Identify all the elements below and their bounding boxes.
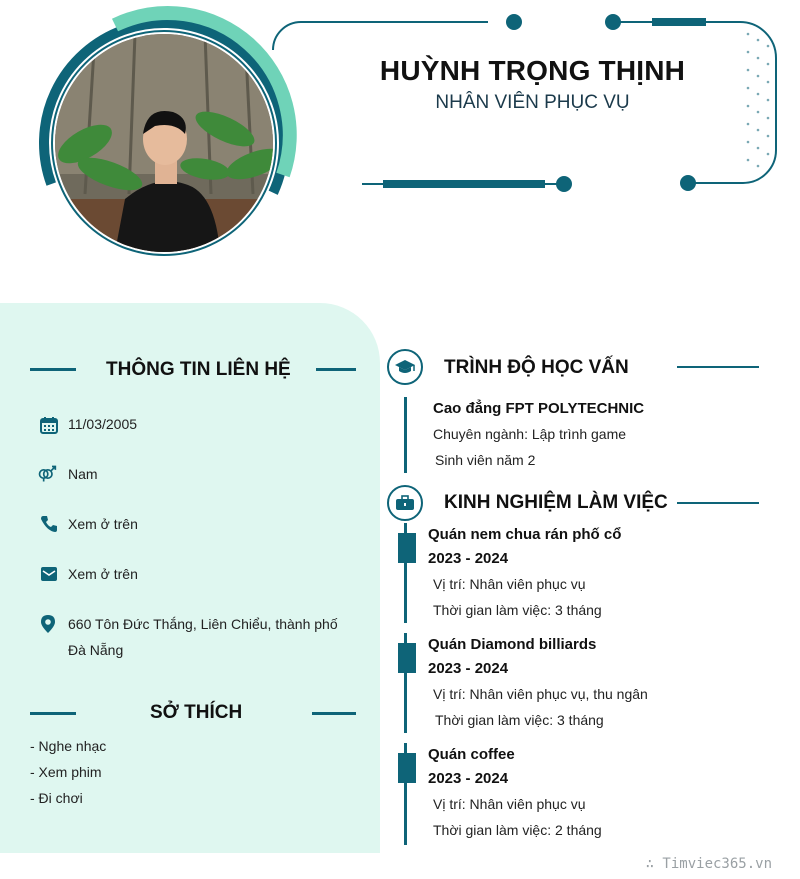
job-duration: Thời gian làm việc: 3 tháng [435, 712, 604, 728]
job-timeline-marker [398, 753, 416, 783]
hobby-item: - Đi chơi [30, 790, 83, 806]
job-years: 2023 - 2024 [428, 550, 509, 567]
watermark: ∴ Timviec365.vn [645, 856, 772, 872]
contact-heading: THÔNG TIN LIÊN HỆ [106, 359, 291, 380]
hobby-heading: SỞ THÍCH [150, 702, 243, 723]
job-place: Quán Diamond billiards [428, 636, 597, 653]
experience-heading: KINH NGHIỆM LÀM VIỆC [444, 492, 668, 513]
job-place: Quán nem chua rán phố cổ [428, 526, 622, 543]
job-timeline-marker [398, 533, 416, 563]
graduation-cap-icon [387, 349, 423, 385]
calendar-icon [39, 415, 59, 435]
address: 660 Tôn Đức Thắng, Liên Chiểu, thành phố Đà Nẵng [68, 616, 338, 658]
contact-heading-line-right [316, 368, 356, 371]
email[interactable]: Xem ở trên [68, 566, 138, 582]
phone[interactable]: Xem ở trên [68, 516, 138, 532]
email-icon [39, 564, 59, 584]
job-duration: Thời gian làm việc: 2 tháng [433, 822, 602, 838]
hobby-item: - Xem phim [30, 764, 102, 780]
education-heading: TRÌNH ĐỘ HỌC VẤN [444, 357, 629, 378]
profile-photo [55, 34, 273, 252]
job-duration: Thời gian làm việc: 3 tháng [433, 602, 602, 618]
job-years: 2023 - 2024 [428, 770, 509, 787]
phone-icon [39, 514, 59, 534]
hobby-heading-line-left [30, 712, 76, 715]
job-role: Vị trí: Nhân viên phục vụ, thu ngân [433, 686, 648, 702]
study-status: Sinh viên năm 2 [435, 452, 536, 468]
job-years: 2023 - 2024 [428, 660, 509, 677]
education-heading-line [677, 366, 759, 368]
hobby-item: - Nghe nhạc [30, 738, 107, 754]
job-role: Vị trí: Nhân viên phục vụ [433, 576, 586, 592]
birth-date: 11/03/2005 [68, 416, 138, 432]
candidate-name: HUỲNH TRỌNG THỊNH [379, 55, 686, 86]
job-title: NHÂN VIÊN PHỤC VỤ [435, 92, 630, 113]
experience-heading-line [677, 502, 759, 504]
location-pin-icon [38, 614, 58, 634]
major: Chuyên ngành: Lập trình game [433, 426, 627, 442]
gender-icon [37, 464, 57, 484]
job-place: Quán coffee [428, 746, 515, 763]
education-timeline [404, 397, 407, 473]
gender: Nam [68, 466, 98, 482]
job-timeline-marker [398, 643, 416, 673]
contact-heading-line-left [30, 368, 76, 371]
school-name: Cao đẳng FPT POLYTECHNIC [433, 400, 645, 417]
hobby-heading-line-right [312, 712, 356, 715]
job-role: Vị trí: Nhân viên phục vụ [433, 796, 586, 812]
briefcase-icon [387, 485, 423, 521]
